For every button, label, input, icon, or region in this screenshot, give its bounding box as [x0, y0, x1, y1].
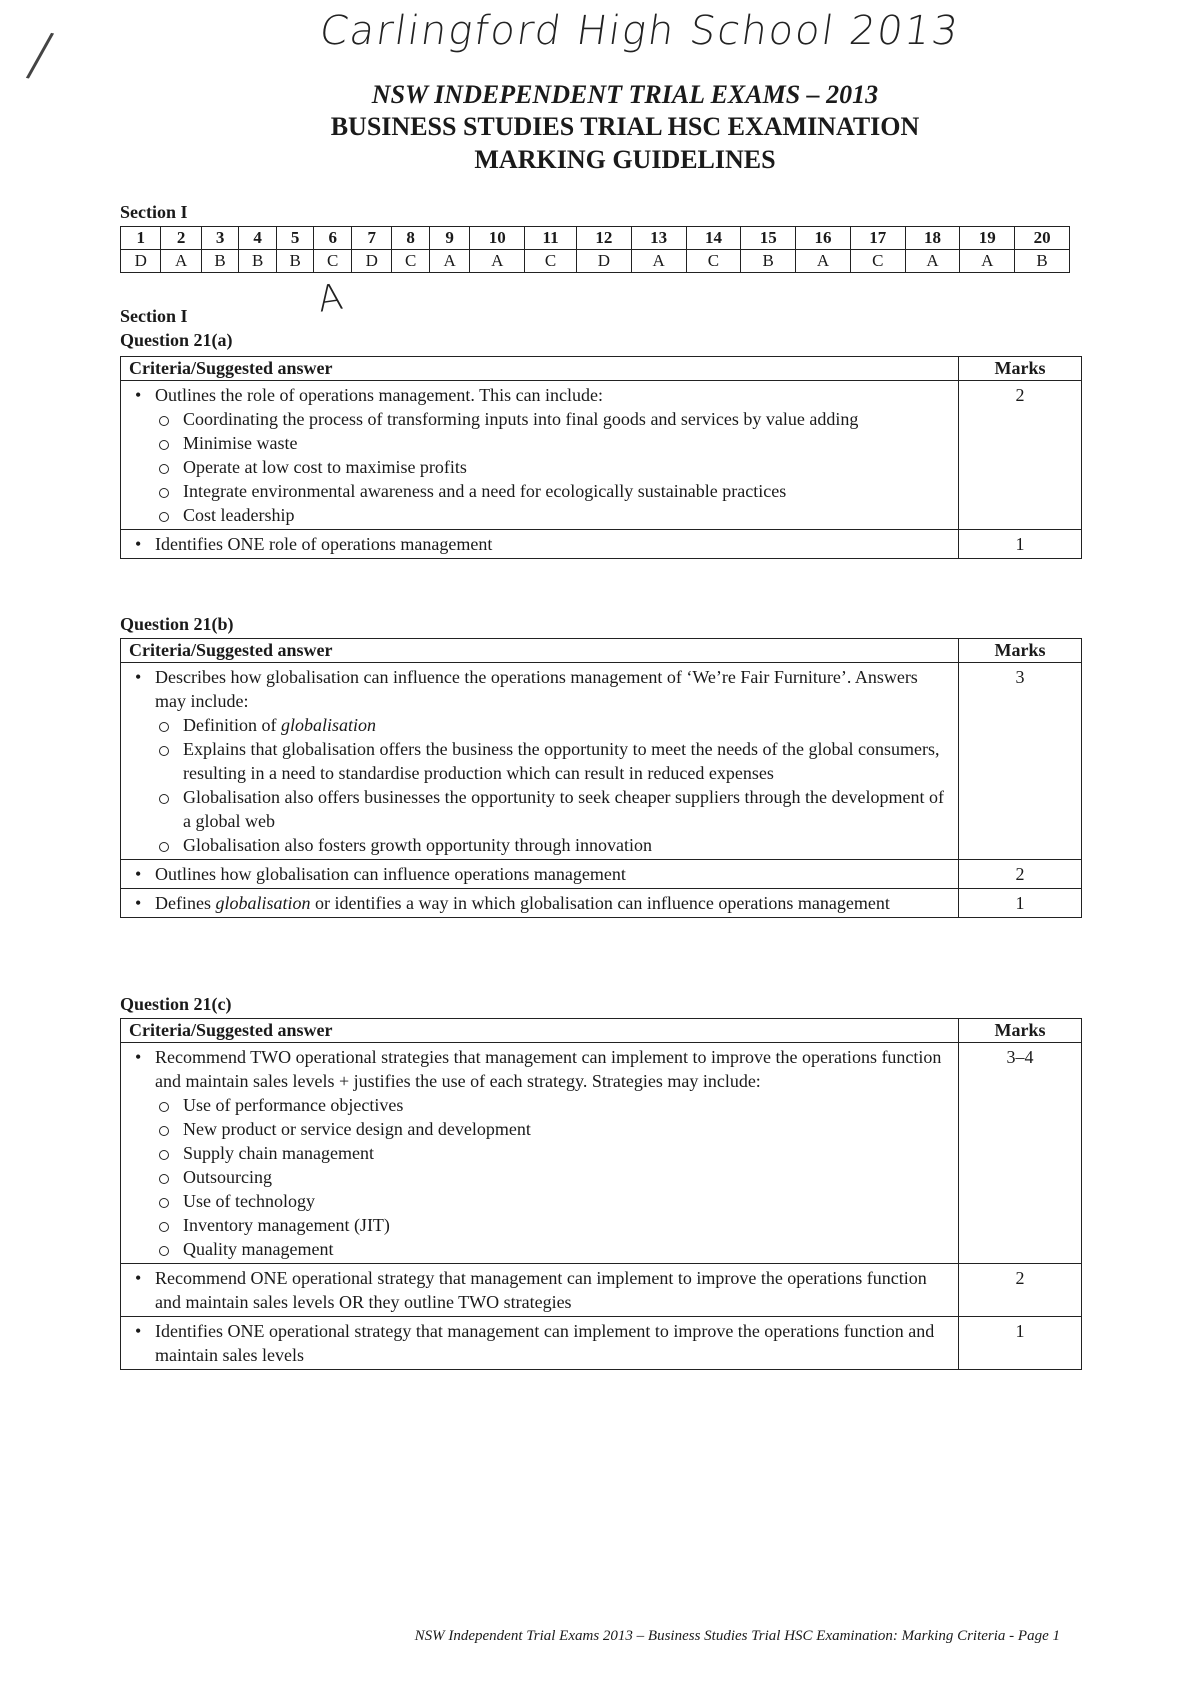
criteria-row — [121, 1317, 1082, 1370]
criterion-text: • Recommend TWO operational strategies that management can implement to improve the operations function and maintain sales levels + justifies the use of each strategy. Strategies may include: — [129, 1045, 950, 1093]
q-num: 4 — [239, 227, 277, 250]
marks-value: 1 — [959, 889, 1082, 918]
marks-value: 3 — [959, 663, 1082, 860]
q-answer: A — [470, 250, 525, 273]
suggested-point: Outsourcing — [155, 1165, 950, 1189]
suggested-point: Supply chain management — [155, 1141, 950, 1165]
emphasised-term: globalisation — [280, 715, 376, 735]
suggested-point: New product or service design and development — [155, 1117, 950, 1141]
emphasised-term: globalisation — [215, 893, 311, 913]
criteria-row — [121, 663, 1082, 860]
q-num: 14 — [686, 227, 741, 250]
q21b-label: Question 21(b) — [120, 614, 234, 634]
q-num: 20 — [1015, 227, 1070, 250]
q-answer: A — [161, 250, 201, 273]
q-num: 16 — [796, 227, 851, 250]
suggested-point: Quality management — [155, 1237, 950, 1261]
q-answer: B — [741, 250, 796, 273]
q-num: 2 — [161, 227, 201, 250]
handwritten-annotation: A — [315, 276, 348, 321]
suggested-point: Operate at low cost to maximise profits — [155, 455, 950, 479]
marks-header: Marks — [959, 1019, 1082, 1043]
marks-value: 1 — [959, 1317, 1082, 1370]
q-answer: D — [352, 250, 392, 273]
q-answer: B — [201, 250, 239, 273]
marks-value: 1 — [959, 530, 1082, 559]
q21a-label: Question 21(a) — [120, 330, 233, 350]
suggested-point: Coordinating the process of transforming inputs into final goods and services by value adding — [155, 407, 950, 431]
suggested-point: Minimise waste — [155, 431, 950, 455]
exam-title: NSW INDEPENDENT TRIAL EXAMS – 2013 — [371, 80, 879, 109]
suggested-point: Globalisation also offers businesses the opportunity to seek cheaper suppliers through the development of a global web — [155, 785, 950, 833]
q-answer: A — [796, 250, 851, 273]
suggested-points — [129, 1093, 950, 1261]
answer-grid — [120, 226, 1070, 273]
criterion-text: • Identifies ONE operational strategy that management can implement to improve the operations function and maintain sales levels — [129, 1319, 950, 1367]
suggested-points — [129, 713, 950, 857]
q-answer: B — [276, 250, 314, 273]
q-num: 9 — [429, 227, 469, 250]
q-num: 1 — [121, 227, 161, 250]
marks-value: 2 — [959, 860, 1082, 889]
criterion-text: • Outlines how globalisation can influence operations management — [129, 862, 950, 886]
section-2-label: Section I — [120, 306, 188, 326]
exam-subtitle: BUSINESS STUDIES TRIAL HSC EXAMINATION — [330, 112, 920, 141]
q-num: 11 — [525, 227, 577, 250]
marks-value: 2 — [959, 381, 1082, 530]
suggested-point: Globalisation also fosters growth opportunity through innovation — [155, 833, 950, 857]
q-num: 8 — [392, 227, 430, 250]
q21c-criteria-table — [120, 1018, 1082, 1370]
point-text: Definition of — [183, 715, 281, 735]
criteria-row — [121, 1264, 1082, 1317]
criterion-text: • Defines globalisation or identifies a way in which globalisation can influence operations management — [129, 891, 950, 915]
criterion-text: • Identifies ONE role of operations management — [129, 532, 950, 556]
marks-header: Marks — [959, 639, 1082, 663]
criteria-row — [121, 1043, 1082, 1264]
criteria-row — [121, 530, 1082, 559]
q-answer: A — [631, 250, 686, 273]
q-num: 10 — [470, 227, 525, 250]
q-num: 6 — [314, 227, 352, 250]
suggested-points — [129, 407, 950, 527]
q-num: 3 — [201, 227, 239, 250]
criteria-header: Criteria/Suggested answer — [121, 1019, 959, 1043]
suggested-point: Explains that globalisation offers the business the opportunity to meet the needs of the global consumers, resulting in a need to standardise production which can result in reduced expenses — [155, 737, 950, 785]
criteria-header: Criteria/Suggested answer — [121, 639, 959, 663]
q-answer: C — [314, 250, 352, 273]
q-num: 13 — [631, 227, 686, 250]
q-num: 7 — [352, 227, 392, 250]
criterion-text: • Describes how globalisation can influence the operations management of ‘We’re Fair Furniture’. Answers may include: — [129, 665, 950, 713]
handwritten-school-name: Carlingford High School 2013 — [316, 8, 963, 54]
q-answer: A — [905, 250, 960, 273]
criterion-text: • Recommend ONE operational strategy that management can implement to improve the operations function and maintain sales levels OR they outline TWO strategies — [129, 1266, 950, 1314]
q-answer: D — [577, 250, 632, 273]
q-num: 5 — [276, 227, 314, 250]
q-num: 12 — [577, 227, 632, 250]
suggested-point: Use of technology — [155, 1189, 950, 1213]
q-answer: C — [686, 250, 741, 273]
suggested-point: Use of performance objectives — [155, 1093, 950, 1117]
q-answer: A — [429, 250, 469, 273]
q-num: 19 — [960, 227, 1015, 250]
marks-value: 3–4 — [959, 1043, 1082, 1264]
marks-value: 2 — [959, 1264, 1082, 1317]
answer-row — [121, 250, 1070, 273]
document-title: MARKING GUIDELINES — [474, 145, 776, 174]
q21a-criteria-table — [120, 356, 1082, 559]
criterion-text: • Outlines the role of operations management. This can include: — [129, 383, 950, 407]
section-1-label: Section I — [120, 202, 188, 222]
suggested-point: Integrate environmental awareness and a need for ecologically sustainable practices — [155, 479, 950, 503]
q-answer: C — [525, 250, 577, 273]
suggested-point: Cost leadership — [155, 503, 950, 527]
q21b-criteria-table — [120, 638, 1082, 918]
handwritten-slash: / — [22, 18, 60, 92]
criteria-header: Criteria/Suggested answer — [121, 357, 959, 381]
q-num: 15 — [741, 227, 796, 250]
q-answer: C — [392, 250, 430, 273]
criteria-row — [121, 381, 1082, 530]
criteria-row — [121, 860, 1082, 889]
q-answer: B — [239, 250, 277, 273]
q-num: 18 — [905, 227, 960, 250]
q-answer: A — [960, 250, 1015, 273]
criteria-row — [121, 889, 1082, 918]
q-num: 17 — [850, 227, 905, 250]
question-number-row — [121, 227, 1070, 250]
q-answer: D — [121, 250, 161, 273]
marks-header: Marks — [959, 357, 1082, 381]
suggested-point — [155, 713, 950, 737]
q21c-label: Question 21(c) — [120, 994, 232, 1014]
q-answer: C — [850, 250, 905, 273]
suggested-point: Inventory management (JIT) — [155, 1213, 950, 1237]
page-footer: NSW Independent Trial Exams 2013 – Business Studies Trial HSC Examination: Marking Criteria - Page 1 — [414, 1628, 1060, 1644]
q-answer: B — [1015, 250, 1070, 273]
